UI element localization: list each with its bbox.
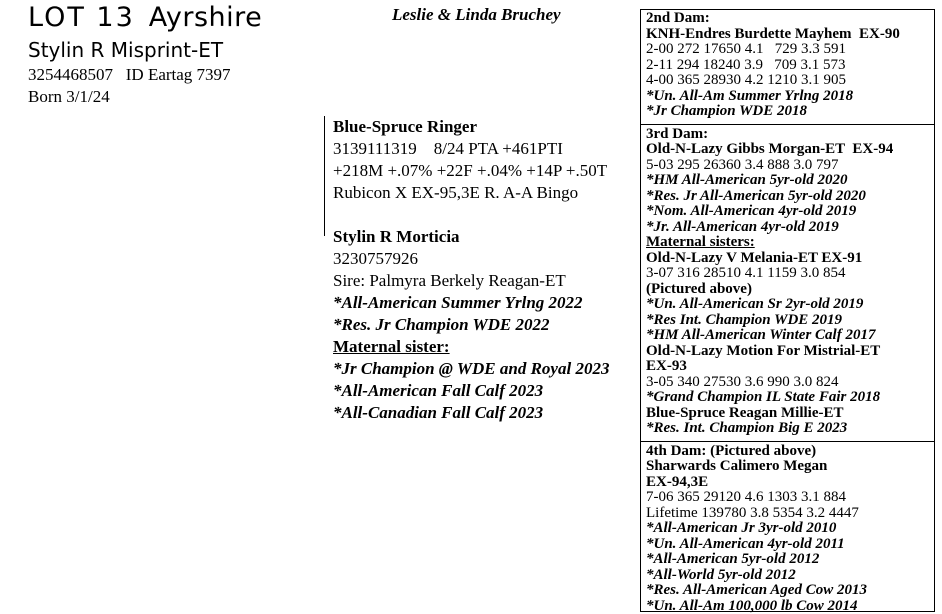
maternal-sister-heading: Maternal sister: — [333, 337, 450, 356]
honor-line: *Un. All-American Sr 2yr-old 2019 — [646, 296, 864, 312]
second-dam-heading: 2nd Dam: — [646, 10, 710, 26]
record-line: 5-03 295 26360 3.4 888 3.0 797 — [646, 156, 839, 173]
lot-number: LOT 13 — [28, 2, 135, 33]
pictured-note: (Pictured above) — [646, 280, 752, 297]
honor-line: *Un. All-Am 100,000 lb Cow 2014 — [646, 597, 858, 614]
honor-line: *Nom. All-American 4yr-old 2019 — [646, 203, 857, 219]
honor-line: *All-American Jr 3yr-old 2010 — [646, 520, 837, 536]
honor-line: *Jr Champion WDE 2018 — [646, 103, 808, 119]
honor-line: *Res. All-American Aged Cow 2013 — [646, 582, 867, 598]
fourth-dam-heading: 4th Dam: (Pictured above) — [646, 442, 817, 459]
record-line: 2-11 294 18240 3.9 709 3.1 573 — [646, 56, 846, 73]
sister-name: Old-N-Lazy Motion For Mistrial-ET — [646, 342, 881, 359]
dam-honor: *All-American Summer Yrlng 2022 — [333, 293, 583, 312]
divider — [641, 441, 934, 442]
dam-pedigree-box — [640, 9, 935, 612]
honor-line: *Jr. All-American 4yr-old 2019 — [646, 218, 839, 235]
record-line: 2-00 272 17650 4.1 729 3.3 591 — [646, 41, 846, 57]
sire-pedigree: Rubicon X EX-95,3E R. A-A Bingo — [333, 183, 579, 202]
second-dam-name: KNH-Endres Burdette Mayhem EX-90 — [646, 25, 900, 42]
record-line: 4-00 365 28930 4.2 1210 3.1 905 — [646, 72, 846, 88]
honor-line: *All-American 5yr-old 2012 — [646, 551, 820, 567]
sire-name: Blue-Spruce Ringer — [333, 117, 478, 136]
divider — [641, 124, 934, 125]
honor-line: *HM All-American 5yr-old 2020 — [646, 172, 848, 188]
sister-classification: EX-93 — [646, 358, 687, 374]
honor-line: *Un. All-Am Summer Yrlng 2018 — [646, 87, 854, 104]
third-dam-heading: 3rd Dam: — [646, 125, 709, 142]
record-line: 3-07 316 28510 4.1 1159 3.0 854 — [646, 265, 846, 281]
animal-ids: 3254468507 ID Eartag 7397 — [28, 65, 231, 84]
honor-line: *Res. Jr All-American 5yr-old 2020 — [646, 187, 866, 204]
sire-genetics: +218M +.07% +22F +.04% +14P +.50T — [333, 161, 608, 180]
sister-name: Old-N-Lazy V Melania-ET EX-91 — [646, 249, 863, 266]
honor-line: *HM All-American Winter Calf 2017 — [646, 327, 876, 343]
dam-name: Stylin R Morticia — [333, 227, 460, 246]
sire-block — [324, 116, 629, 236]
sister-honor: *All-American Fall Calf 2023 — [333, 381, 544, 400]
dam-block — [333, 226, 609, 424]
consignor: Leslie & Linda Bruchey — [392, 5, 561, 24]
sister-honor: *Jr Champion @ WDE and Royal 2023 — [333, 359, 610, 378]
honor-line: *Res Int. Champion WDE 2019 — [646, 311, 843, 328]
honor-line: *Res. Int. Champion Big E 2023 — [646, 420, 848, 436]
honor-line: *Un. All-American 4yr-old 2011 — [646, 535, 845, 552]
record-line: 7-06 365 29120 4.6 1303 3.1 884 — [646, 489, 846, 505]
sister-name: Blue-Spruce Reagan Millie-ET — [646, 404, 844, 421]
third-dam-name: Old-N-Lazy Gibbs Morgan-ET EX-94 — [646, 141, 894, 157]
breed: Ayrshire — [148, 2, 263, 33]
animal-name: Stylin R Misprint-ET — [28, 38, 224, 62]
lifetime-record: Lifetime 139780 3.8 5354 3.2 4447 — [646, 504, 859, 521]
lot-title — [28, 2, 262, 34]
fourth-dam-classification: EX-94,3E — [646, 473, 709, 490]
sister-honor: *All-Canadian Fall Calf 2023 — [333, 403, 544, 422]
record-line: 3-05 340 27530 3.6 990 3.0 824 — [646, 373, 839, 390]
honor-line: *All-World 5yr-old 2012 — [646, 566, 796, 583]
honor-line: *Grand Champion IL State Fair 2018 — [646, 389, 881, 405]
birth-date: Born 3/1/24 — [28, 87, 110, 106]
dam-registration: 3230757926 — [333, 249, 418, 268]
dam-sire: Sire: Palmyra Berkely Reagan-ET — [333, 271, 566, 290]
dam-honor: *Res. Jr Champion WDE 2022 — [333, 315, 550, 334]
sire-registration: 3139111319 8/24 PTA +461PTI — [333, 139, 563, 158]
fourth-dam-name: Sharwards Calimero Megan — [646, 458, 828, 474]
maternal-sisters-heading: Maternal sisters: — [646, 234, 755, 250]
